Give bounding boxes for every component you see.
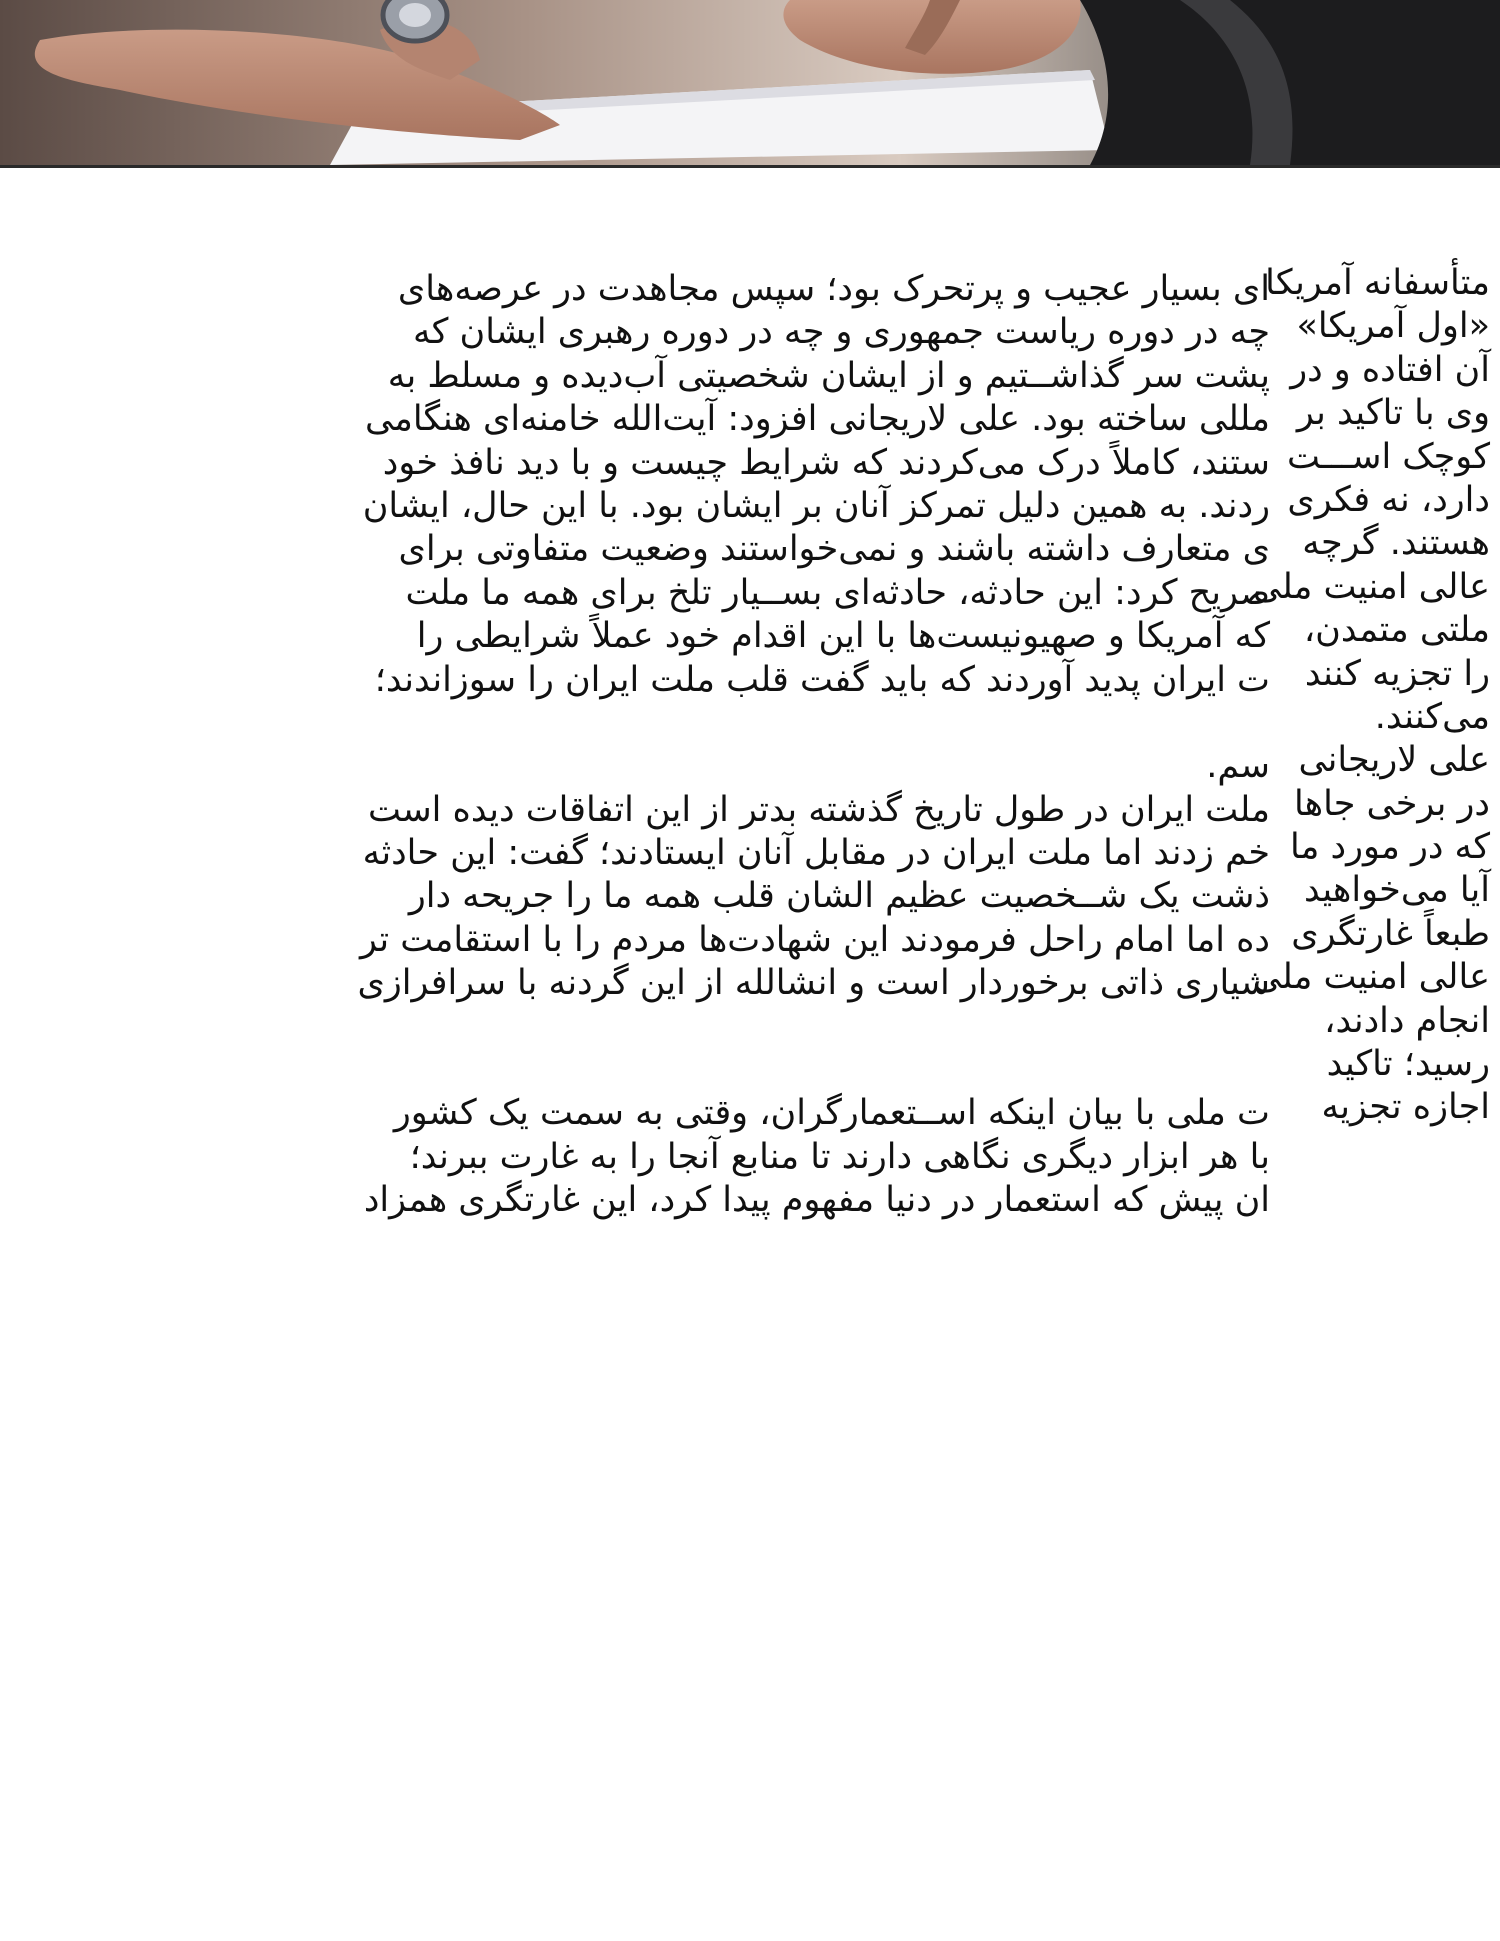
main-line-2: چه در دوره ریاست جمهوری و چه در دوره رهبری ایشان که <box>412 312 1270 353</box>
side-line-14: که در مورد ما <box>1289 827 1490 868</box>
side-line-9: ملتی متمدن، <box>1303 610 1490 651</box>
main-line-17: شیاری ذاتی برخوردار است و انشالله از این گردنه با سرافرازی <box>357 963 1270 1004</box>
side-line-20: اجازه تجزیه <box>1321 1087 1490 1128</box>
photo-bottom-rule <box>0 165 1500 168</box>
side-line-3: آن افتاده و در <box>1290 349 1490 390</box>
main-line-21: با هر ابزار دیگری نگاهی دارند تا منابع آنجا را به غارت ببرند؛ <box>409 1136 1270 1177</box>
side-line-16: طبعاً غارتگری <box>1291 913 1490 954</box>
main-line-6: ردند. به همین دلیل تمرکز آنان بر ایشان بود. با این حال، ایشان <box>362 485 1270 526</box>
main-line-10: ت ایران پدید آوردند که باید گفت قلب ملت ایران را سوزاندند؛ <box>374 659 1270 700</box>
side-column-clip <box>1250 240 1500 1941</box>
main-line-13: ملت ایران در طول تاریخ گذشته بدتر از این اتفاقات دیده است <box>367 789 1270 830</box>
main-line-1: ای بسیار عجیب و پرتحرک بود؛ سپس مجاهدت در عرصه‌های <box>397 269 1270 309</box>
side-line-12: علی لاریجانی <box>1298 740 1490 781</box>
side-line-15: آیا می‌خواهید <box>1303 870 1490 911</box>
main-line-8: صریح کرد: این حادثه، حادثه‌ای بســیار تلخ برای همه ما ملت <box>405 572 1270 613</box>
main-line-9: که آمریکا و صهیونیست‌ها با این اقدام خود عملاً شرایطی را <box>416 616 1270 657</box>
header-photo <box>0 0 1500 165</box>
side-line-19: رسید؛ تاکید <box>1326 1044 1490 1085</box>
side-line-18: انجام دادند، <box>1324 1000 1490 1041</box>
main-line-16: ده اما امام راحل فرمودند این شهادت‌ها مردم را با استقامت تر <box>360 919 1270 960</box>
main-line-4: مللی ساخته بود. علی لاریجانی افزود: آیت‌الله خامنه‌ای هنگامی <box>364 399 1270 440</box>
side-line-11: می‌کنند. <box>1374 696 1490 737</box>
main-line-22: ان پیش که استعمار در دنیا مفهوم پیدا کرد، این غارتگری همزاد <box>363 1180 1270 1221</box>
photo-illustration <box>0 0 1500 165</box>
side-line-4: وی با تاکید بر <box>1296 393 1490 434</box>
side-line-2: «اول آمریکا» <box>1296 306 1490 347</box>
side-line-13: در برخی جاها <box>1293 783 1490 824</box>
main-line-3: پشت سر گذاشــتیم و از ایشان شخصیتی آب‌دیده و مسلط به <box>387 355 1270 396</box>
main-line-15: ذشت یک شــخصیت عظیم الشان قلب همه ما را جریحه دار <box>408 876 1270 917</box>
side-column-text <box>190 262 1490 1130</box>
side-line-5: کوچک اســـت <box>1286 436 1490 477</box>
side-line-10: را تجزیه کنند <box>1304 653 1490 694</box>
side-line-7: هستند. گرچه <box>1302 523 1490 564</box>
main-line-14: خم زدند اما ملت ایران در مقابل آنان ایستادند؛ گفت: این حادثه <box>362 833 1270 874</box>
main-line-7: ی متعارف داشته باشند و نمی‌خواستند وضعیت متفاوتی برای <box>398 529 1270 570</box>
side-line-6: دارد، نه فکری <box>1287 479 1490 520</box>
main-line-20: ت ملی با بیان اینکه اســتعمارگران، وقتی به سمت یک کشور <box>393 1093 1270 1134</box>
side-line-17: عالی امنیت ملی <box>1252 957 1490 998</box>
side-line-8: عالی امنیت ملی <box>1252 566 1490 607</box>
main-line-5: ستند، کاملاً درک می‌کردند که شرایط چیست و با دید نافذ خود <box>382 442 1270 483</box>
side-line-1: متأسفانه آمریکا <box>1265 263 1490 303</box>
main-line-12: سم. <box>1206 746 1270 787</box>
